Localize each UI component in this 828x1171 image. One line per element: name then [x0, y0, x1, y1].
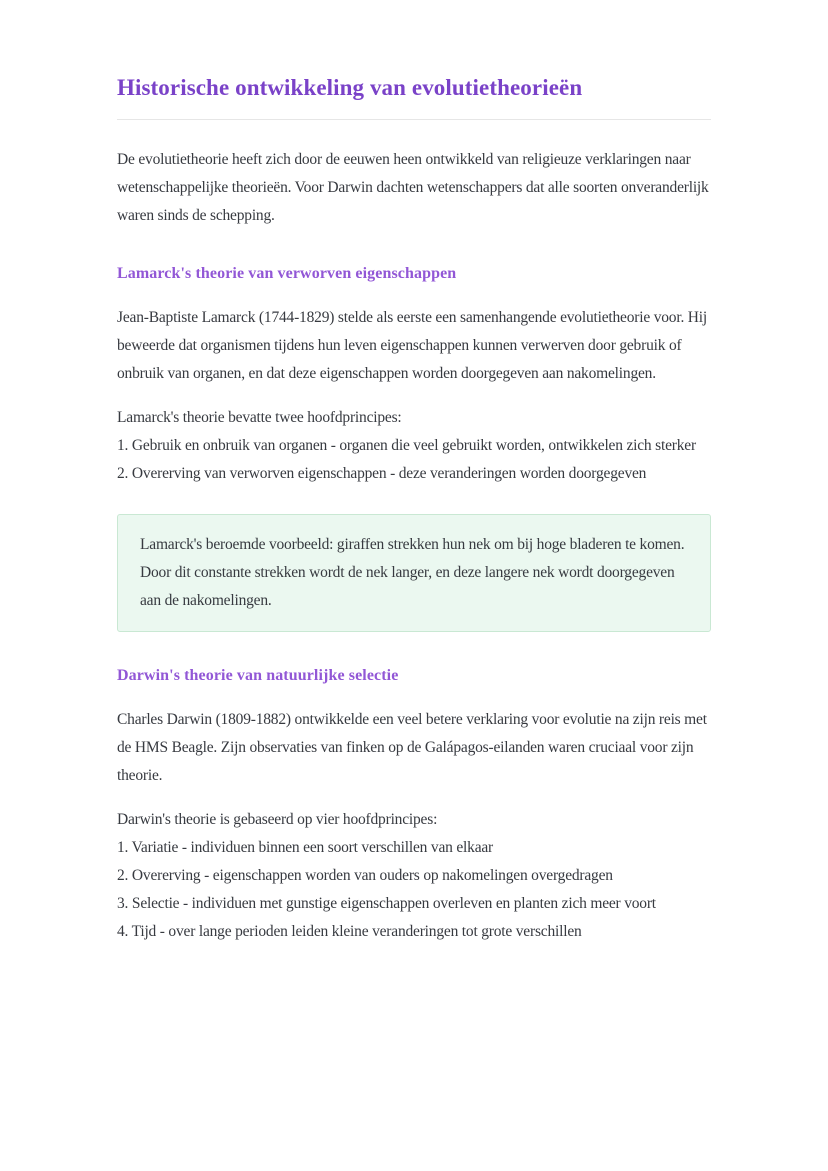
- darwin-principles-block: [117, 806, 711, 946]
- example-callout: [117, 514, 711, 632]
- section-heading-darwin: Darwin's theorie van natuurlijke selectie: [117, 666, 399, 684]
- page-title: Historische ontwikkeling van evolutietheorieën: [117, 75, 583, 100]
- lamarck-principle-item: 1. Gebruik en onbruik van organen - organen die veel gebruikt worden, ontwikkelen zich sterker: [117, 436, 696, 454]
- lamarck-principle-item: 2. Overerving van verworven eigenschappen - deze veranderingen worden doorgegeven: [117, 464, 647, 482]
- intro-paragraph: De evolutietheorie heeft zich door de eeuwen heen ontwikkeld van religieuze verklaringen naar wetenschappelijke theorieën. Voor Darwin dachten wetenschappers dat alle soorten onveranderlijk waren sinds de schepping.: [117, 150, 709, 224]
- darwin-principle-item: 2. Overerving - eigenschappen worden van ouders op nakomelingen overgedragen: [117, 866, 613, 884]
- example-callout-text: Lamarck's beroemde voorbeeld: giraffen strekken hun nek om bij hoge bladeren te komen. Door dit constante strekken wordt de nek langer, en deze langere nek wordt doorgegeven aan de nakomelingen.: [140, 535, 685, 609]
- document-content: [117, 74, 711, 946]
- title-divider: [117, 119, 711, 120]
- lamarck-principles-block: [117, 404, 711, 488]
- darwin-body-paragraph: Charles Darwin (1809-1882) ontwikkelde een veel betere verklaring voor evolutie na zijn reis met de HMS Beagle. Zijn observaties van finken op de Galápagos-eilanden waren cruciaal voor zijn theorie.: [117, 710, 707, 784]
- darwin-principle-item: 4. Tijd - over lange perioden leiden kleine veranderingen tot grote verschillen: [117, 922, 582, 940]
- darwin-principle-item: 3. Selectie - individuen met gunstige eigenschappen overleven en planten zich meer voort: [117, 894, 656, 912]
- lamarck-principles-intro: Lamarck's theorie bevatte twee hoofdprincipes:: [117, 408, 402, 426]
- darwin-principles-intro: Darwin's theorie is gebaseerd op vier hoofdprincipes:: [117, 810, 438, 828]
- section-heading-lamarck: Lamarck's theorie van verworven eigenschappen: [117, 264, 457, 282]
- darwin-principle-item: 1. Variatie - individuen binnen een soort verschillen van elkaar: [117, 838, 494, 856]
- lamarck-body-paragraph: Jean-Baptiste Lamarck (1744-1829) stelde als eerste een samenhangende evolutietheorie voor. Hij beweerde dat organismen tijdens hun leven eigenschappen kunnen verwerven door gebruik of onbruik van organen, en dat deze eigenschappen worden doorgegeven aan nakomelingen.: [117, 308, 708, 382]
